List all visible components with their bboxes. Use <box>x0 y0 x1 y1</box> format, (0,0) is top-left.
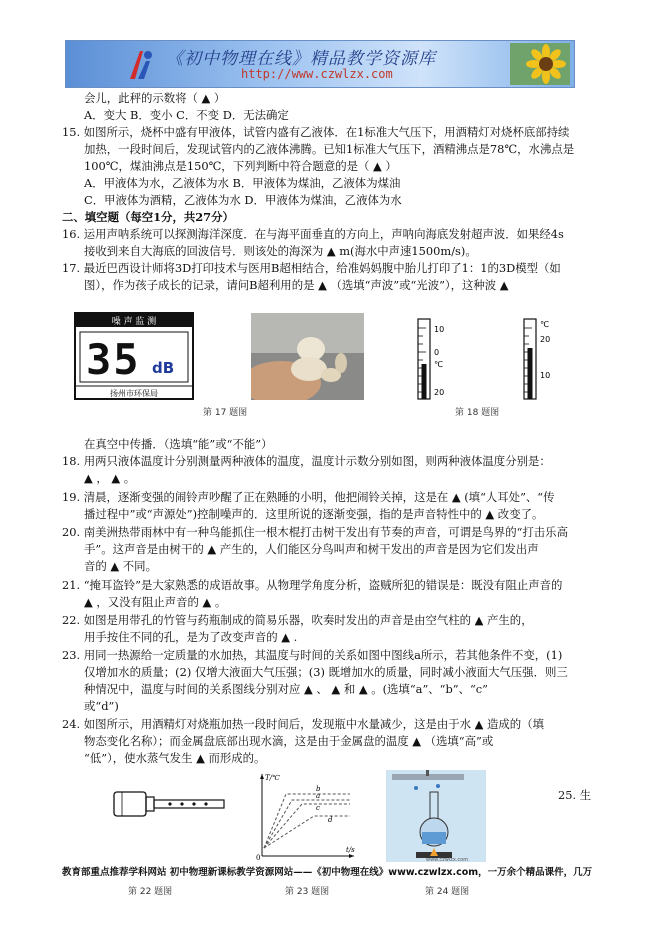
footer-text: 教育部重点推荐学科网站 初中物理新课标教学资源网站——《初中物理在线》www.czwlzx.com，一万余个精品课件，几万 <box>62 867 593 878</box>
bamboo-instrument-figure <box>110 784 230 824</box>
noise-meter-footer: 扬州市环保局 <box>110 389 158 398</box>
temperature-time-graph <box>254 770 358 862</box>
noise-meter-unit: dB <box>152 359 175 377</box>
q15-options-ab: A．甲液体为水，乙液体为水 B．甲液体为煤油，乙液体为煤油 <box>84 176 401 190</box>
flask-figure-watermark: www.czwlzx.com <box>426 857 469 862</box>
fetus-model-photo <box>251 313 364 400</box>
thermometer-left <box>404 318 464 400</box>
q20-line2: 手”。这声音是由树干的 ▲ 产生的，人们能区分鸟叫声和树干发出的声音是因为它们发出声 <box>84 542 539 556</box>
q16-line1: 16. 运用声呐系统可以探测海洋深度．在与海平面垂直的方向上，声呐向海底发射超声波．如果经4s <box>62 227 564 241</box>
banner-title: 《初中物理在线》精品教学资源库 <box>166 49 436 69</box>
graph-curve-d: d <box>328 816 333 824</box>
q24-line1: 24. 如图所示，用酒精灯对烧瓶加热一段时间后，发现瓶中水量减少，这是由于水 ▲ 造成的（填 <box>62 717 544 731</box>
q20-line1: 20. 南美洲热带雨林中有一种鸟能抓住一根木棍打击树干发出有节奏的声音，可谓是鸟界的“打击乐高 <box>62 525 568 539</box>
q22-line2: 用手按住不同的孔，是为了改变声音的 ▲ . <box>84 630 298 644</box>
q23-line2: 仅增加水的质量；(2) 仅增大液面大气压强；(3) 既增加水的质量，同时减小液面大气压强．则三 <box>84 665 568 679</box>
graph-curve-b: b <box>316 785 321 793</box>
logo-icon <box>126 45 156 85</box>
caption-fig17: 第 17 题图 <box>203 408 248 418</box>
thermometer-right-unit: ℃ <box>540 320 549 329</box>
q23-line1: 23. 用同一热源给一定质量的水加热，其温度与时间的关系如图中图线a所示，若其他条件不变，(1) <box>62 648 563 662</box>
q15-line1: 15. 如图所示，烧杯中盛有甲液体，试管内盛有乙液体．在1标准大气压下，用酒精灯对烧杯底部持续 <box>62 125 570 139</box>
graph-curve-c: c <box>316 804 320 812</box>
sunflower-icon <box>510 43 570 85</box>
q16-line2: 接收到来自大海底的回波信号．则该处的海深为 ▲ m(海水中声速1500m/s)。 <box>84 244 477 258</box>
q24-line3: “低”），使水蒸气发生 ▲ 而形成的。 <box>84 751 266 765</box>
graph-ylabel: T/℃ <box>265 774 280 782</box>
thermometer-right-label-10: 10 <box>540 371 551 380</box>
noise-meter-figure <box>74 312 194 400</box>
q22-line1: 22. 如图是用带孔的竹管与药瓶制成的简易乐器，吹奏时发出的声音是由空气柱的 ▲ 产生的， <box>62 613 533 627</box>
q20-line3: 音的 ▲ 不同。 <box>84 559 157 573</box>
graph-xlabel: t/s <box>346 846 355 854</box>
q14-options: A．变大 B．变小 C．不变 D．无法确定 <box>84 108 289 122</box>
q17-line1: 17. 最近巴西设计师将3D打印技术与医用B超相结合，给准妈妈腹中胎儿打印了1：1的3D模型（如 <box>62 261 561 275</box>
caption-fig22: 第 22 题图 <box>128 887 173 897</box>
q15-line2: 加热，一段时间后，发现试管内的乙液体沸腾。已知1标准大气压下，酒精沸点是78℃，水沸点是 <box>84 142 575 156</box>
q17-line2: 图），作为孩子成长的记录，请问B超利用的是 ▲ （选填“声波”或“光波”），这种波 ▲ <box>84 278 509 292</box>
graph-origin: 0 <box>256 854 261 862</box>
flask-heating-figure <box>386 770 486 862</box>
q15-options-cd: C．甲液体为酒精，乙液体为水 D．甲液体为煤油，乙液体为水 <box>84 193 402 207</box>
header-banner <box>65 40 575 88</box>
q17-line3: 在真空中传播．（选填“能”或“不能”） <box>84 437 273 451</box>
caption-fig23: 第 23 题图 <box>285 887 330 897</box>
q25-stub: 25. 生 <box>558 788 592 802</box>
thermometer-left-unit: ℃ <box>434 360 443 369</box>
q23-line3: 种情况中，温度与时间的关系图线分别对应 ▲ 、 ▲ 和 ▲ 。(选填“a”、“b”、“c” <box>84 682 489 696</box>
caption-fig24: 第 24 题图 <box>425 887 470 897</box>
caption-fig18: 第 18 题图 <box>455 408 500 418</box>
q19-line1: 19. 清晨，逐渐变强的闹铃声吵醒了正在熟睡的小明，他把闹铃关掉，这是在 ▲ (填“人耳处”、“传 <box>62 490 555 504</box>
thermometer-left-label-10: 10 <box>434 325 445 334</box>
q14-continuation: 会儿，此秤的示数将（ ▲ ） <box>84 91 226 105</box>
section-heading: 二、填空题（每空1分，共27分） <box>62 210 234 224</box>
thermometer-right <box>510 318 570 400</box>
thermometer-left-label-20: 20 <box>434 388 445 397</box>
q18-line1: 18. 用两只液体温度计分别测量两种液体的温度，温度计示数分别如图，则两种液体温度分别是： <box>62 454 551 468</box>
q21-line2: ▲ ，又没有阻止声音的 ▲ 。 <box>84 595 227 609</box>
graph-curve-a: a <box>316 792 321 800</box>
q23-line4: 或“d”) <box>84 699 119 713</box>
q19-line2: 播过程中”或“声源处”)控制噪声的．这里所说的逐渐变强，指的是声音特性中的 ▲ 改变了。 <box>84 507 544 521</box>
thermometer-right-label-20: 20 <box>540 335 551 344</box>
q21-line1: 21. “掩耳盗铃”是大家熟悉的成语故事。从物理学角度分析，盗贼所犯的错误是：既没有阻止声音的 <box>62 578 563 592</box>
q24-line2: 物态变化名称）；而金属盘底部出现水滴，这是由于金属盘的温度 ▲ （选填“高”或 <box>84 734 494 748</box>
q18-line2: ▲ ， ▲ 。 <box>84 471 136 485</box>
thermometer-left-label-0: 0 <box>434 348 440 357</box>
noise-meter-header: 噪 声 监 测 <box>111 317 157 327</box>
noise-meter-value: 35 <box>86 335 141 384</box>
banner-url[interactable]: http://www.czwlzx.com <box>241 67 393 81</box>
q15-line3: 100℃，煤油沸点是150℃，下列判断中符合题意的是（ ▲ ） <box>84 159 397 173</box>
